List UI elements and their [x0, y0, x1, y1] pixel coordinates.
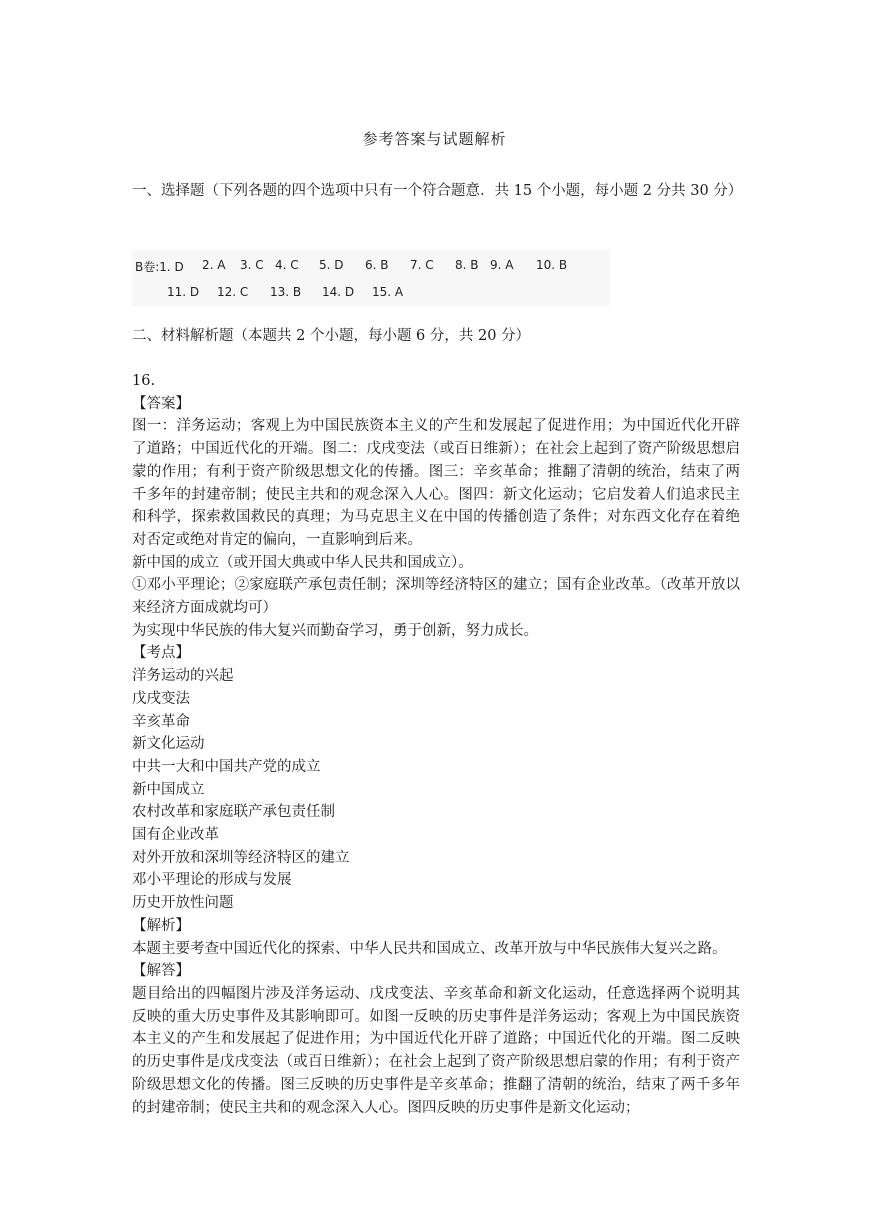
- answer-tag: 【答案】: [132, 395, 190, 412]
- question-number: 16.: [132, 373, 156, 389]
- point-item: 历史开放性问题: [132, 895, 234, 912]
- answer-line-4: 为实现中华民族的伟大复兴而勤奋学习，勇于创新，努力成长。: [132, 622, 538, 639]
- point-item: 戊戌变法: [132, 690, 190, 707]
- point-item: 新文化运动: [132, 736, 205, 753]
- page-title: 参考答案与试题解析: [362, 130, 507, 148]
- answer-item: 12. C: [217, 285, 249, 299]
- answer-key-image: [132, 250, 610, 306]
- answer-item: 3. C: [240, 258, 264, 272]
- section2-heading: 二、材料解析题（本题共 2 个小题，每小题 6 分，共 20 分）: [132, 328, 531, 344]
- answer-item: 9. A: [490, 258, 514, 272]
- answer-item: B卷:1. D: [135, 260, 184, 274]
- solution-text: 题目给出的四幅图片涉及洋务运动、戊戌变法、辛亥革命和新文化运动，任意选择两个说明其反映的重大历史事件及其影响即可。如图一反映的历史事件是洋务运动；客观上为中国民族资本主义的产生和发展起了促进作用；为中国近代化开辟了道路；中国近代化的开端。图二反映的历史事件是戊戌变法（或百日维新）；在社会上起到了资产阶级思想启蒙的作用；有利于资产阶级思想文化的传播。图三反映的历史事件是辛亥革命；推翻了清朝的统治，结束了两千多年的封建帝制；使民主共和的观念深入人心。图四反映的历史事件是新文化运动；: [132, 985, 740, 1116]
- point-item: 国有企业改革: [132, 827, 219, 844]
- points-tag: 【考点】: [132, 645, 190, 662]
- solution-tag: 【解答】: [132, 963, 190, 980]
- answer-item: 8. B: [455, 258, 479, 272]
- answer-item: 4. C: [275, 258, 299, 272]
- answer-text: 图一：洋务运动；客观上为中国民族资本主义的产生和发展起了促进作用；为中国近代化开辟了道路；中国近代化的开端。图二：戊戌变法（或百日维新）；在社会上起到了资产阶级思想启蒙的作用；有利于资产阶级思想文化的传播。图三：辛亥革命；推翻了清朝的统治，结束了两千多年的封建帝制；使民主共和的观念深入人心。图四：新文化运动；它启发着人们追求民主和科学，探索救国救民的真理；为马克思主义在中国的传播创造了条件；对东西文化存在着绝对否定或绝对肯定的偏向，一直影响到后来。: [132, 418, 740, 548]
- analysis-text: 本题主要考查中国近代化的探索、中华人民共和国成立、改革开放与中华民族伟大复兴之路。: [132, 940, 727, 957]
- answer-item: 2. A: [202, 258, 226, 272]
- answer-item: 5. D: [319, 258, 344, 272]
- answer-line-2: 新中国的成立（或开国大典或中华人民共和国成立）。: [132, 554, 473, 571]
- point-item: 邓小平理论的形成与发展: [132, 872, 292, 889]
- answer-line-3: ①邓小平理论；②家庭联产承包责任制；深圳等经济特区的建立；国有企业改革。（改革开放以来经济方面成就均可）: [132, 577, 740, 617]
- point-item: 中共一大和中国共产党的成立: [132, 758, 321, 775]
- question-16: [132, 370, 740, 1119]
- analysis-tag: 【解析】: [132, 917, 190, 934]
- answer-item: 7. C: [410, 258, 434, 272]
- point-item: 农村改革和家庭联产承包责任制: [132, 804, 335, 821]
- point-item: 洋务运动的兴起: [132, 668, 234, 685]
- answer-item: 6. B: [365, 258, 389, 272]
- point-item: 新中国成立: [132, 781, 205, 798]
- answer-item: 14. D: [322, 285, 355, 299]
- answer-item: 10. B: [536, 258, 568, 272]
- point-item: 辛亥革命: [132, 713, 190, 730]
- answer-item: 13. B: [270, 285, 302, 299]
- answer-item: 15. A: [372, 285, 404, 299]
- point-item: 对外开放和深圳等经济特区的建立: [132, 849, 350, 866]
- answer-item: 11. D: [167, 285, 200, 299]
- section1-heading: 一、选择题（下列各题的四个选项中只有一个符合题意．共 15 个小题，每小题 2 分共 30 分）: [132, 183, 743, 199]
